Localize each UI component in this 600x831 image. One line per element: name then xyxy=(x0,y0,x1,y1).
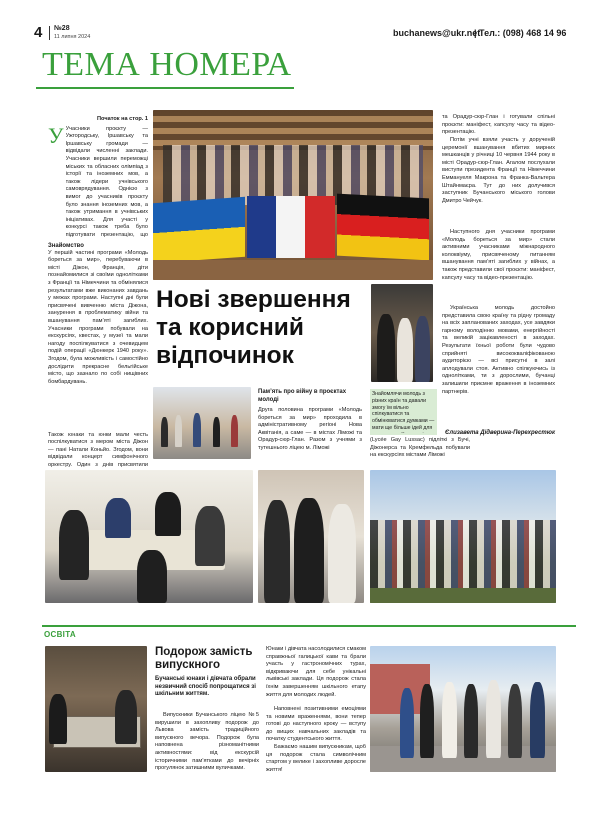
education-column-2 xyxy=(266,646,366,774)
article-paragraph: Учасники проєкту — Ужгородську, Іршавську та Іршавську громади — відвідали численні заклади. Учасники вершили переможці міських та обласних олімпіад з історії та іноземних мов, а також лідери учнівського самоврядування. Однією з вимог до учасників проєкту було знання іноземних мов, а також утримання в учнівських ініціативах. Для участі у конкурсі також треба було підготувати презентацію, що xyxy=(65,125,148,238)
email-link[interactable]: buchanews@ukr.net xyxy=(393,28,481,38)
article-column-3 xyxy=(442,114,555,437)
article-paragraph: Потім учні взяли участь у дорученій церемонії вшанування вбитих мирних мешканців у річниці 10 червня 1944 року в місті Орадур-сюр-Глан. Агалом послухали виступи президента Франції та Німеччини Еммануеля Макрона та Франка-Вальтера Штайнмаєра. Тут до них долучився заступник Бучанського міського голови Дмитро Чейчук. xyxy=(442,137,555,204)
education-paragraph: Бажаємо нашим випускникам, щоб ця подорож стала символічним стартом у велике і захопливе доросле життя! xyxy=(266,744,366,773)
header-divider xyxy=(49,26,50,40)
photo-graduates-lviv xyxy=(370,646,556,772)
education-paragraph: Випускники Бучанського ліцею №5 вирушили в захопливу подорож до Львова замість традиційного випускного вечора. Подорож була наповнена різноманітними активностями: від екскурсій історичними пам’ятками до вечірніх прогулянок затишними вуличками. xyxy=(155,712,259,772)
highlight-text: Знайомлячи молодь з різних країн та давали змогу їм вільно спілкуватися та обмінюватися думками — мати ще більше ідей для xyxy=(372,391,435,431)
section-title-underline xyxy=(36,87,294,89)
drop-cap: У xyxy=(48,122,64,148)
photo-group-with-flags xyxy=(153,110,433,280)
education-paragraph: Наповнені позитивними емоціями та новими враженнями, вони тепер готові до наступного кроку — вступу до вищих навчальних закладів та початку студентського життя. xyxy=(266,706,366,743)
education-section-bar xyxy=(42,625,576,627)
subheading-memory: Пам’ять про війну в проєктах молоді xyxy=(258,389,347,403)
education-lead: Бучанські юнаки і дівчата обрали незвичний спосіб попрощатися зі шкільним життям. xyxy=(155,676,256,697)
article-paragraph: Наступного дня учасники програми «Молодь бореться за мир» стали активними учасниками міжнародного колоквіуму, присвяченому питанням вшанування пам’яті загиблих у війнах, а також представили свої проєкти: маніфест, капсулу часу та відео-презентацію. xyxy=(442,229,555,281)
page-header xyxy=(36,24,570,44)
education-headline: Подорож замість випускного xyxy=(155,646,253,671)
section-title: ТЕМА НОМЕРА xyxy=(42,46,292,83)
ukraine-flag xyxy=(153,197,245,263)
phone-number: | Тел.: (098) 468 14 96 xyxy=(474,28,567,38)
subheading-acquaintance: Знайомство xyxy=(48,242,84,249)
photo-students-museum xyxy=(153,387,251,459)
photo-students-portrait xyxy=(371,284,433,382)
education-paragraph: Юнаки і дівчата насолодилися смаком справжньої галицької кави та брали участь у гастрономічних турах, відкриваючи для себе унікальні львівські заклади. Ця подорож стала їхнім завершенням шкільного етапу життя для молодих людей. xyxy=(266,646,366,698)
issue-number: №28 xyxy=(54,25,70,32)
france-flag xyxy=(247,196,335,258)
article-author: Єлизавета Дідверина-Перехрестюк xyxy=(445,430,555,436)
photo-group-outdoor xyxy=(370,470,556,603)
article-paragraph: (Lycée Gay Lussac) підліткі з Бучі, Діжонерса та Кремфельда побували на екскурсіях містами Ліможі xyxy=(370,437,470,459)
photo-students-with-mayor xyxy=(258,470,364,603)
article-headline: Нові звершення та корисний відпочинок xyxy=(156,286,351,369)
page-number: 4 xyxy=(34,24,43,41)
continued-note: Початок на стор. 1 xyxy=(97,116,148,122)
article-paragraph: У першій частині програми «Молодь бореться за мир», перебуваючи в місті Діжон, Франція, діти познайомилися зі своїми однолітками з Франції та Німеччини та обмінялися результатами вже виконаних завдань у межах програми. Наступні дні були присвячені вивченню міста Діжона, занурення в проблематику війни та вшанування пам’яті загиблих. Учасники програми побували на екскурсіях, квестах, у музеї та мали нагоду поспілкуватися з очевидцем подій операції «Дюнкерк 1940 року». Згодом, була можливість і самостійно дослідити прекрасне бельгійське місто, що зазнало по собі нищівних бомбардувань. xyxy=(48,249,148,385)
germany-flag xyxy=(337,194,429,261)
article-paragraph: та Орадур-сюр-Глан і готували спільні проєкти: маніфест, капсулу часу та відео-презентацію. xyxy=(442,114,555,136)
photo-students-at-table xyxy=(45,470,253,603)
article-paragraph: Друга половина програми «Молодь бореться за мир» проходила в адміністративному регіоні Нова Аквітанія, а саме — в містах Ліможі та Орадур-сюр-Глан. Разом з учнями з тутешнього ліцею м. Ліможі xyxy=(258,407,362,451)
article-paragraph: Також юнаки та юнки мали честь поспілкуватися з мером міста Діжон — пані Натали Коньйо. Згодом, вони відвідали концерт симфонічного оркестру. Один з днів присвятили xyxy=(48,431,148,468)
article-column-1 xyxy=(48,116,148,500)
highlight-box xyxy=(370,389,437,435)
issue-date: 11 липня 2024 xyxy=(54,34,91,40)
article-paragraph: Українська молодь достойно представила свою країну та рідну громаду на всіх запланованих заходах, усе завдяки гарному володінню мовами, енергійності та великій зацікавленості в заходах. Результати їхньої роботи були чудово сприйняті висококваліфікованою аудиторією — всі присутні в залі аплодували стоя. Активно спілкуючись із однолітками, ти з дорослими, бучанці залишили приємне враження в іноземних партнерів. xyxy=(442,305,555,395)
education-section-label: ОСВІТА xyxy=(44,630,76,639)
article-column-2 xyxy=(258,388,362,467)
photo-graduates-museum xyxy=(45,646,147,772)
